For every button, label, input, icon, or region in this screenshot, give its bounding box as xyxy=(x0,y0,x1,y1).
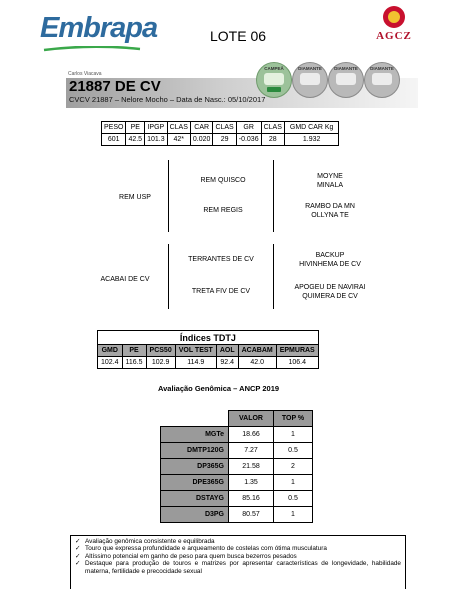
logo-swoosh-icon xyxy=(42,46,142,52)
badge-tag xyxy=(267,87,281,92)
agcz-logo xyxy=(368,6,420,50)
header-gr: GR xyxy=(236,122,261,134)
tdtj-title: Índices TDTJ xyxy=(98,331,319,345)
value-gr: -0.036 xyxy=(236,134,261,146)
notes-box xyxy=(70,535,406,589)
pedigree-sire-sire: REM QUISCO xyxy=(200,177,246,184)
genomic-top: 2 xyxy=(274,459,313,475)
genomic-valor: 85.16 xyxy=(229,491,274,507)
animal-name: 21887 DE CV xyxy=(69,78,161,95)
pedigree-dss xyxy=(280,251,380,269)
pedigree-dss-2: HIVINHEMA DE CV xyxy=(299,261,361,268)
agcz-name: AGCZ xyxy=(376,30,412,42)
champion-badge-icon xyxy=(256,62,292,98)
pedigree-dss-1: BACKUP xyxy=(315,252,345,259)
badge-label: DIAMANTE xyxy=(298,66,322,71)
pedigree-sire: REM USP xyxy=(119,194,151,201)
genomic-row xyxy=(161,427,313,443)
genomic-valor: 80.57 xyxy=(229,507,274,523)
tdtj-value: 42.0 xyxy=(238,357,276,369)
genomic-label: MGTe xyxy=(161,427,229,443)
header-peso: PESO xyxy=(102,122,126,134)
agcz-emblem-icon xyxy=(383,6,405,28)
genomic-valor: 7.27 xyxy=(229,443,274,459)
pedigree-dam: ACABAI DE CV xyxy=(100,276,150,283)
genomic-row xyxy=(161,507,313,523)
performance-header-row xyxy=(102,122,339,134)
performance-values-row xyxy=(102,134,339,146)
genomic-row xyxy=(161,491,313,507)
pedigree-line xyxy=(273,244,274,309)
pedigree-sss-1: MOYNE xyxy=(317,173,343,180)
pedigree-dam-dam: TRETA FIV DE CV xyxy=(191,288,251,295)
pedigree-dam-sire: TERRANTES DE CV xyxy=(188,256,254,263)
pedigree-ddd-1: APOGEU DE NAVIRAI xyxy=(294,284,366,291)
header-clas: CLAS xyxy=(261,122,284,134)
pedigree-line xyxy=(168,160,169,232)
value-clas: 42* xyxy=(167,134,190,146)
pedigree-sdd-2: OLLYNA TE xyxy=(311,212,349,219)
embrapa-logo xyxy=(40,12,158,52)
genomic-label: DMTP120G xyxy=(161,443,229,459)
diamond-badge-icon xyxy=(364,62,400,98)
pedigree-ddd xyxy=(278,283,382,301)
genomic-valor: 18.66 xyxy=(229,427,274,443)
tdtj-table xyxy=(97,330,319,369)
genomic-header-row xyxy=(161,411,313,427)
genomic-label: DP365G xyxy=(161,459,229,475)
tdtj-value: 102.4 xyxy=(98,357,123,369)
diamond-badge-icon xyxy=(328,62,364,98)
tdtj-header: EPMURAS xyxy=(276,345,318,357)
genomic-header-top: TOP % xyxy=(274,411,313,427)
header-pe: PE xyxy=(126,122,145,134)
header-clas: CLAS xyxy=(167,122,190,134)
genomic-top: 1 xyxy=(274,427,313,443)
tdtj-value: 106.4 xyxy=(276,357,318,369)
tdtj-header: PCS50 xyxy=(146,345,175,357)
pedigree-sss-2: MINALA xyxy=(316,182,344,189)
performance-table xyxy=(101,121,339,146)
header-gmd-car: GMD CAR Kg xyxy=(284,122,339,134)
pedigree-sss xyxy=(285,172,375,190)
tdtj-header: VOL TEST xyxy=(175,345,216,357)
tdtj-value: 92.4 xyxy=(216,357,238,369)
animal-info: CVCV 21887 – Nelore Mocho – Data de Nasc.: 05/10/2017 xyxy=(69,95,266,104)
genomic-valor: 1.35 xyxy=(229,475,274,491)
tdtj-title-row xyxy=(98,331,319,345)
pedigree-line xyxy=(273,160,274,232)
genomic-top: 1 xyxy=(274,507,313,523)
genomic-title: Avaliação Genômica – ANCP 2019 xyxy=(158,384,280,393)
tdtj-value: 114.9 xyxy=(175,357,216,369)
genomic-valor: 21.58 xyxy=(229,459,274,475)
header-car: CAR xyxy=(190,122,213,134)
header-ipgp: IPGP xyxy=(145,122,168,134)
tdtj-value: 116.5 xyxy=(122,357,146,369)
badge-body xyxy=(336,73,356,85)
tdtj-header: ACABAM xyxy=(238,345,276,357)
value-car: 0.020 xyxy=(190,134,213,146)
badge-body xyxy=(372,73,392,85)
genomic-top: 1 xyxy=(274,475,313,491)
genomic-row xyxy=(161,459,313,475)
genomic-top: 0.5 xyxy=(274,443,313,459)
tdtj-header-row xyxy=(98,345,319,357)
value-peso: 601 xyxy=(102,134,126,146)
pedigree-sire-dam: REM REGIS xyxy=(203,207,243,214)
badge-label: DIAMANTE xyxy=(370,66,394,71)
tdtj-header: GMD xyxy=(98,345,123,357)
pedigree-ddd-2: QUIMERA DE CV xyxy=(302,293,358,300)
genomic-label: DPE365G xyxy=(161,475,229,491)
tdtj-values-row xyxy=(98,357,319,369)
lot-number: LOTE 06 xyxy=(210,28,267,44)
tdtj-header: AOL xyxy=(216,345,238,357)
genomic-table xyxy=(160,410,313,523)
note-item: ✓ Altíssimo potencial em ganho de peso para quem busca bezerros pesados xyxy=(75,553,401,560)
note-item: ✓ Avaliação genômica consistente e equilibrada xyxy=(75,538,401,545)
note-item: ✓ Destaque para produção de touros e matrizes por apresentar características de longevidade, habilidade materna, fertilidade e precocidade sexual xyxy=(75,560,401,575)
logo-text: Embrapa xyxy=(40,12,158,44)
genomic-row xyxy=(161,443,313,459)
genomic-header-valor: VALOR xyxy=(229,411,274,427)
value-ipgp: 101.3 xyxy=(145,134,168,146)
genomic-label: D3PG xyxy=(161,507,229,523)
tdtj-value: 102.9 xyxy=(146,357,175,369)
pedigree-line xyxy=(168,244,169,309)
badge-label: CAMPEÃ xyxy=(264,66,284,71)
genomic-row xyxy=(161,475,313,491)
diamond-badge-icon xyxy=(292,62,328,98)
genomic-top: 0.5 xyxy=(274,491,313,507)
badge-body xyxy=(264,73,284,85)
note-item: ✓ Touro que expressa profundidade e arqueamento de costelas com ótima musculatura xyxy=(75,545,401,552)
value-pe: 42.5 xyxy=(126,134,145,146)
value-clas: 29 xyxy=(213,134,236,146)
pedigree-sdd-1: RAMBO DA MN xyxy=(305,203,355,210)
breeder-name: Carlos Viacava xyxy=(68,71,102,77)
genomic-corner xyxy=(161,411,229,427)
tdtj-header: PE xyxy=(122,345,146,357)
badge-label: DIAMANTE xyxy=(334,66,358,71)
genomic-label: DSTAYG xyxy=(161,491,229,507)
value-clas: 28 xyxy=(261,134,284,146)
badge-body xyxy=(300,73,320,85)
header-clas: CLAS xyxy=(213,122,236,134)
value-gmd-car: 1.932 xyxy=(284,134,339,146)
pedigree-sdd xyxy=(280,202,380,220)
